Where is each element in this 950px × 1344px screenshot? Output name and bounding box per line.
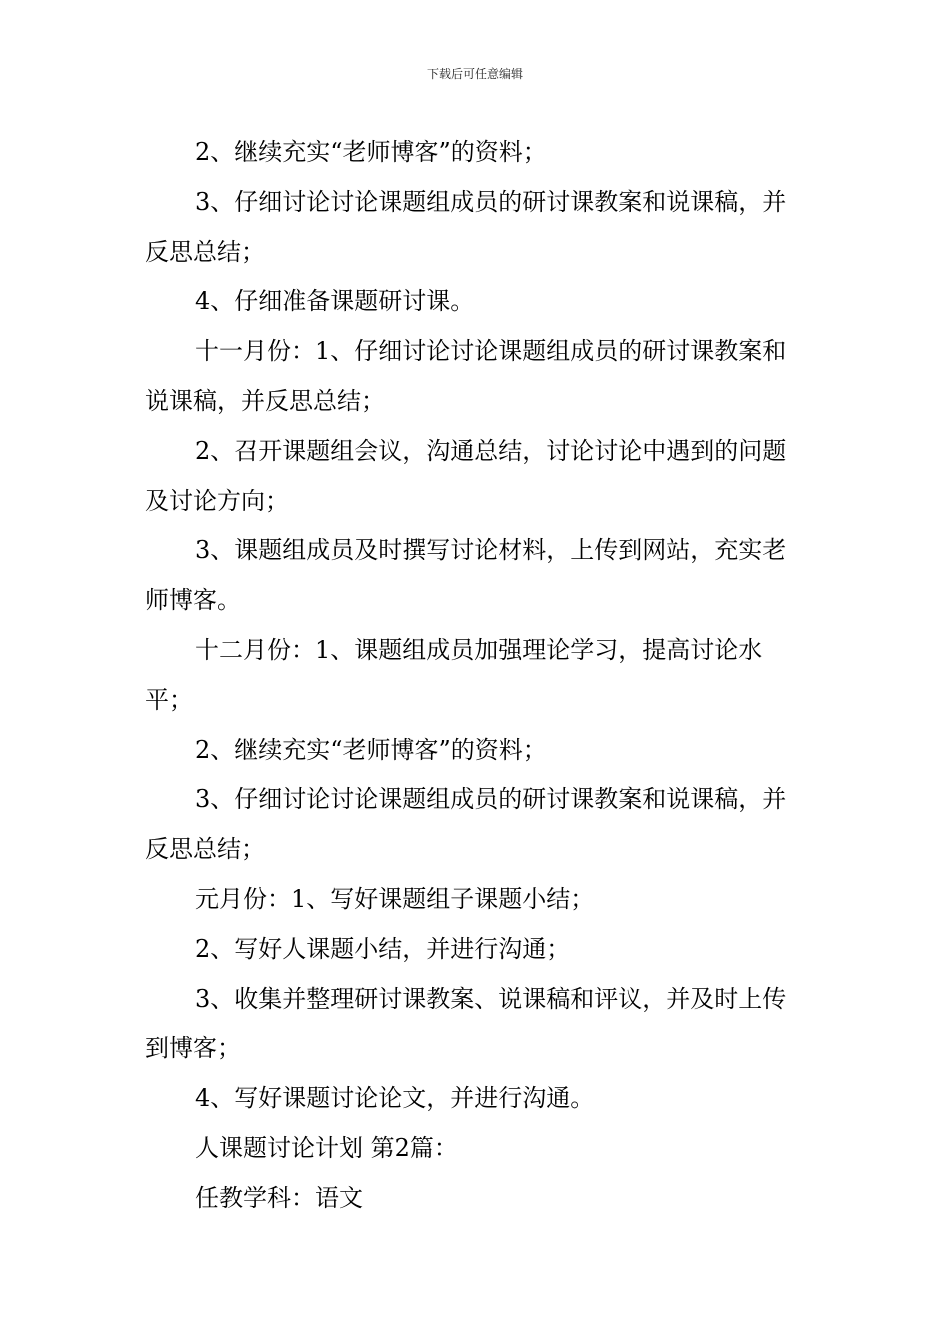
- header-note: 下载后可任意编辑: [426, 67, 523, 81]
- paragraph: 2、继续充实“老师博客”的资料；: [195, 138, 547, 166]
- paragraph: 4、仔细准备课题研讨课。: [195, 287, 475, 316]
- paragraph: 2、继续充实“老师博客”的资料；: [195, 735, 547, 764]
- subject-line: 任教学科：语文: [195, 1183, 363, 1212]
- document-body: [145, 128, 810, 1224]
- section-heading: 人课题讨论计划 第2篇：: [195, 1133, 458, 1162]
- paragraph: 3、收集并整理研讨课教案、说课稿和评议，并及时上传到博客；: [145, 984, 787, 1063]
- paragraph: 十二月份：1、课题组成员加强理论学习，提高讨论水平；: [145, 635, 763, 714]
- paragraph: 4、写好课题讨论论文，并进行沟通。: [195, 1084, 595, 1113]
- paragraph: 十一月份：1、仔细讨论讨论课题组成员的研讨课教案和说课稿，并反思总结；: [145, 337, 787, 415]
- paragraph: 元月份：1、写好课题组子课题小结；: [195, 884, 595, 913]
- paragraph: 2、写好人课题小结，并进行沟通；: [195, 934, 571, 963]
- paragraph: 3、仔细讨论讨论课题组成员的研讨课教案和说课稿，并反思总结；: [145, 785, 787, 864]
- paragraph: 3、课题组成员及时撰写讨论材料，上传到网站，充实老师博客。: [145, 536, 787, 615]
- paragraph: 3、仔细讨论讨论课题组成员的研讨课教案和说课稿，并反思总结；: [145, 187, 787, 266]
- paragraph: 2、召开课题组会议，沟通总结，讨论讨论中遇到的问题及讨论方向；: [145, 436, 787, 515]
